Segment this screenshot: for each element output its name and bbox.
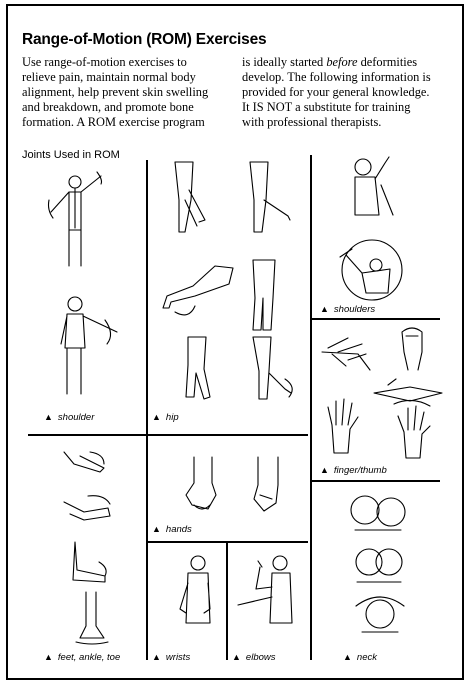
hip-figure-walking [180,335,230,405]
intro-line: It IS NOT a substitute for training [242,100,411,114]
intro-line: with professional therapists. [242,115,382,129]
intro-line [242,55,431,70]
finger-figure-wave [390,400,435,460]
caption-text: hip [165,412,179,423]
caption-text: shoulders [333,304,376,315]
intro-text: deformities [357,55,418,69]
neck-figure-2 [345,542,415,587]
neck-figure-1 [345,490,415,540]
caption-text: finger/thumb [333,465,387,476]
hands-figure-2 [250,455,285,520]
intro-right-column [242,55,431,130]
caption-text: wrists [165,652,191,663]
section-heading: Joints Used in ROM [22,149,120,161]
intro-emphasis: before [326,55,358,69]
wrists-figure [170,553,220,628]
divider [310,155,312,660]
caption-hands [152,524,192,535]
divider [148,541,308,543]
hip-figure-leg-forward [165,160,215,235]
finger-figure-spread [318,330,378,375]
intro-line: provided for your general knowledge. [242,85,430,99]
neck-figure-3 [350,592,410,637]
feet-figure-3 [65,540,115,585]
triangle-icon: ▲ [320,465,329,475]
caption-elbows [232,652,276,663]
divider [312,318,440,320]
caption-wrists [152,652,190,663]
finger-figure-open-hand [322,395,362,455]
shoulder-figure-arm-side [45,290,125,400]
intro-line: and breakdown, and promote bone [22,100,194,114]
caption-finger-thumb [320,465,387,476]
caption-shoulders [320,304,375,315]
feet-figure-1 [60,448,110,478]
hands-figure-1 [180,455,225,520]
intro-line: formation. A ROM exercise program [22,115,205,129]
hip-figure-rotation [245,335,300,405]
shoulder-figure-arms-out [45,170,105,270]
triangle-icon: ▲ [152,412,161,422]
triangle-icon: ▲ [152,524,161,534]
triangle-icon: ▲ [320,304,329,314]
divider [146,160,148,660]
triangle-icon: ▲ [44,652,53,662]
triangle-icon: ▲ [44,412,53,422]
divider [312,480,440,482]
hip-figure-leg-raise [155,262,235,322]
caption-neck [343,652,377,663]
feet-figure-2 [60,492,120,527]
elbows-figure [232,553,302,628]
caption-feet [44,652,120,663]
feet-figure-4 [70,590,115,645]
triangle-icon: ▲ [343,652,352,662]
divider [28,434,308,436]
caption-shoulder [44,412,94,423]
intro-left-column [22,55,208,130]
hip-figure-leg-back [240,160,300,235]
shoulders-figure-circle [332,235,412,305]
intro-line: relieve pain, maintain normal body [22,70,196,84]
intro-line: develop. The following information is [242,70,431,84]
divider [226,543,228,660]
intro-line: alignment, help prevent skin swelling [22,85,209,99]
intro-line: Use range-of-motion exercises to [22,55,187,69]
page-title: Range-of-Motion (ROM) Exercises [22,31,267,48]
caption-text: hands [165,524,192,535]
triangle-icon: ▲ [232,652,241,662]
finger-figure-fist [392,322,432,372]
caption-text: elbows [245,652,276,663]
triangle-icon: ▲ [152,652,161,662]
hip-figure-standing [245,258,285,333]
caption-text: shoulder [57,412,95,423]
shoulders-figure-arm-up [345,155,405,225]
caption-text: feet, ankle, toe [57,652,121,663]
caption-text: neck [356,652,377,663]
caption-hip [152,412,179,423]
intro-text: is ideally started [242,55,327,69]
